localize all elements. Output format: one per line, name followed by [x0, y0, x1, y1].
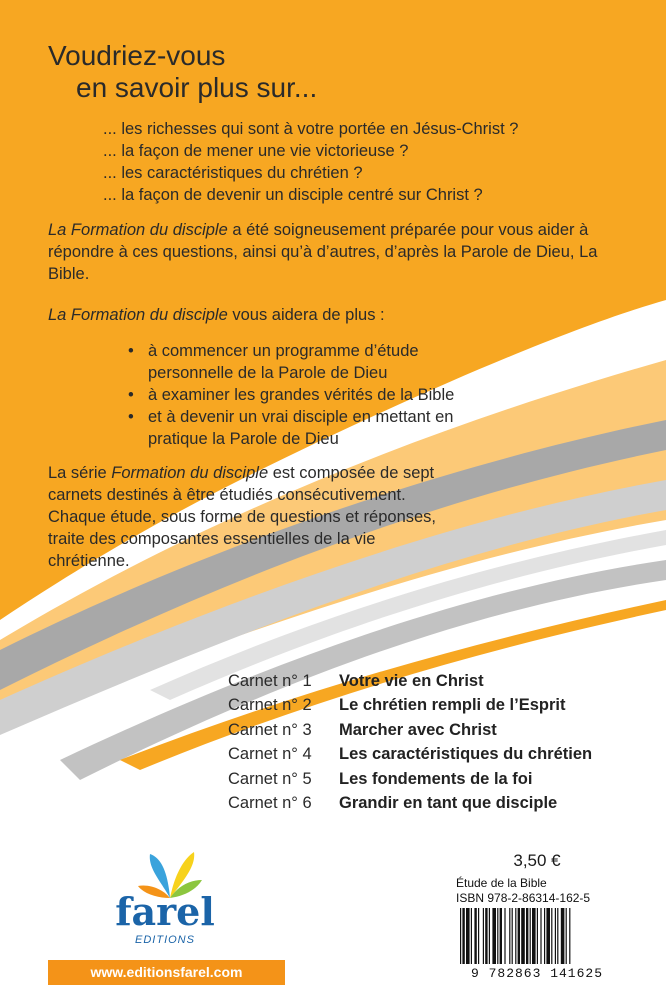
- heading-line-2: en savoir plus sur...: [76, 72, 318, 103]
- series-title-italic: Formation du disciple: [111, 464, 269, 482]
- barcode-bar: [521, 908, 525, 964]
- barcode-bar: [489, 908, 490, 964]
- barcode-bar: [504, 908, 505, 964]
- booklet-row: [228, 669, 648, 694]
- list-item: [128, 406, 508, 450]
- booklet-number: Carnet n° 1: [228, 671, 312, 690]
- barcode-bar: [546, 908, 550, 964]
- barcode-bar: [569, 908, 570, 964]
- booklet-row: [228, 767, 648, 792]
- publisher-logo: [110, 850, 220, 950]
- series-paragraph: [48, 462, 448, 572]
- barcode-bar: [566, 908, 567, 964]
- bullet-icon: •: [128, 408, 134, 426]
- question-item: ... la façon de mener une vie victorieuse ?: [103, 142, 409, 160]
- benefits-intro: [48, 304, 628, 326]
- barcode-bar: [551, 908, 552, 964]
- barcode-bar: [540, 908, 541, 964]
- bullet-icon: •: [128, 342, 134, 360]
- barcode-bar: [537, 908, 538, 964]
- logo-subtitle: EDITIONS: [135, 934, 195, 946]
- booklet-list: [228, 669, 648, 816]
- barcode-bar: [460, 908, 461, 964]
- benefits-intro-text: vous aidera de plus :: [227, 306, 385, 324]
- booklet-number: Carnet n° 6: [228, 794, 312, 813]
- list-item-text: et à devenir un vrai disciple en mettant en pratique la Parole de Dieu: [148, 408, 454, 448]
- list-item-text: à examiner les grandes vérités de la Bible: [148, 386, 455, 404]
- barcode-bar: [515, 908, 516, 964]
- barcode-bar: [500, 908, 502, 964]
- barcode-bar: [530, 908, 531, 964]
- booklet-row: [228, 792, 648, 817]
- series-paragraph-pre: La série: [48, 464, 112, 482]
- booklet-row: [228, 718, 648, 743]
- booklet-number: Carnet n° 2: [228, 696, 312, 715]
- page-heading: [48, 40, 317, 104]
- barcode-bar: [483, 908, 484, 964]
- barcode-icon: [456, 908, 618, 970]
- barcode-bar: [462, 908, 464, 964]
- booklet-title: Marcher avec Christ: [339, 720, 497, 739]
- series-title-italic: La Formation du disciple: [48, 306, 228, 324]
- bullet-icon: •: [128, 386, 134, 404]
- list-item: [128, 340, 508, 384]
- booklet-title: Grandir en tant que disciple: [339, 794, 558, 813]
- booklet-title: Le chrétien rempli de l’Esprit: [339, 696, 566, 715]
- question-item: ... les richesses qui sont à votre portée en Jésus-Christ ?: [103, 120, 519, 138]
- intro-paragraph: [48, 219, 628, 285]
- intro-paragraph-text: a été soigneusement préparée pour vous aider à répondre à ces questions, ainsi qu’à d’autres, d’après la Parole de Dieu, La Bible.: [48, 221, 598, 283]
- barcode-bar: [532, 908, 536, 964]
- barcode-bar: [512, 908, 513, 964]
- booklet-row: [228, 694, 648, 719]
- barcode-bar: [478, 908, 479, 964]
- barcode-bar: [471, 908, 472, 964]
- list-item: [128, 384, 508, 406]
- barcode-bar: [526, 908, 528, 964]
- booklet-title: Votre vie en Christ: [339, 671, 484, 690]
- isbn-label: ISBN 978-2-86314-162-5: [456, 891, 591, 905]
- booklet-row: [228, 743, 648, 768]
- series-paragraph-text: est composée de sept carnets destinés à être étudiés consécutivement. Chaque étude, sous forme de questions et réponses, traite des composantes essentielles de la vie chrétienne.: [48, 464, 436, 570]
- price-label: 3,50 €: [513, 851, 561, 870]
- question-item: ... la façon de devenir un disciple centré sur Christ ?: [103, 186, 483, 204]
- booklet-number: Carnet n° 4: [228, 745, 312, 764]
- barcode-digits: 9 782863 141625: [470, 966, 604, 981]
- barcode-bar: [557, 908, 558, 964]
- barcode-block: [452, 876, 622, 988]
- category-label: Étude de la Bible: [456, 876, 547, 890]
- barcode-bar: [555, 908, 556, 964]
- barcode-bar: [509, 908, 510, 964]
- booklet-number: Carnet n° 5: [228, 769, 312, 788]
- barcode-bar: [485, 908, 487, 964]
- question-item: ... les caractéristiques du chrétien ?: [103, 164, 363, 182]
- heading-line-1: Voudriez-vous: [48, 40, 226, 71]
- list-item-text: à commencer un programme d’étude personnelle de la Parole de Dieu: [148, 342, 419, 382]
- question-list: [103, 118, 518, 206]
- booklet-number: Carnet n° 3: [228, 720, 312, 739]
- barcode-bar: [492, 908, 496, 964]
- booklet-title: Les caractéristiques du chrétien: [339, 745, 593, 764]
- barcode-bar: [561, 908, 565, 964]
- barcode-bar: [497, 908, 498, 964]
- benefits-list: [128, 340, 508, 450]
- booklet-title: Les fondements de la foi: [339, 769, 533, 788]
- barcode-bar: [474, 908, 476, 964]
- logo-name: farel: [115, 889, 215, 934]
- barcode-bar: [544, 908, 545, 964]
- series-title-italic: La Formation du disciple: [48, 221, 228, 239]
- barcode-bar: [518, 908, 520, 964]
- website-link[interactable]: www.editionsfarel.com: [48, 960, 285, 985]
- barcode-bar: [466, 908, 470, 964]
